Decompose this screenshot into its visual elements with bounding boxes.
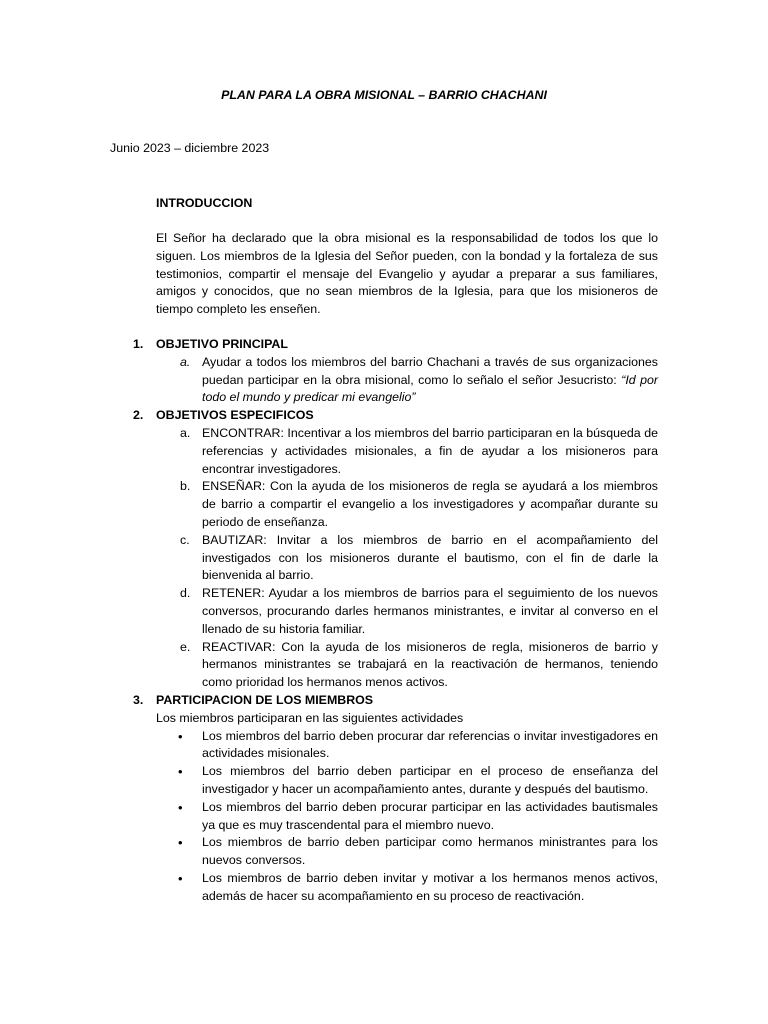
section-participacion-miembros — [110, 692, 658, 906]
item-text: ENCONTRAR: Incentivar a los miembros del barrio participaran en la búsqueda de referencias y actividades misionales, a fin de ayudar a los misioneros para encontrar investigadores. — [202, 425, 658, 476]
item-marker: d. — [180, 586, 191, 601]
bullet-item — [110, 728, 658, 764]
list-item — [110, 532, 658, 585]
list-item — [110, 425, 658, 478]
section-intro: Los miembros participaran en las siguientes actividades — [156, 710, 464, 725]
bullet-item — [110, 799, 658, 835]
bullet-item — [110, 870, 658, 906]
list-item — [110, 639, 658, 692]
list-item — [110, 354, 658, 407]
item-text: REACTIVAR: Con la ayuda de los misioneros de regla, misioneros de barrio y hermanos ministrantes se trabajará en la reactivación de hermanos, teniendo como prioridad los hermanos menos activos. — [202, 639, 658, 690]
section-objetivo-principal — [110, 336, 658, 407]
bullet-icon: • — [178, 764, 183, 780]
document-title: PLAN PARA LA OBRA MISIONAL – BARRIO CHACHANI — [221, 88, 547, 102]
document-body — [110, 336, 658, 906]
item-marker: c. — [180, 532, 190, 547]
item-marker: b. — [180, 479, 191, 494]
item-text: BAUTIZAR: Invitar a los miembros de barrio en el acompañamiento del investigados con los misioneros durante el bautismo, con el fin de darle la bienvenida al barrio. — [202, 532, 658, 583]
section-number: 3. — [133, 692, 144, 707]
item-text: ENSEÑAR: Con la ayuda de los misioneros de regla se ayudará a los miembros de barrio a compartir el evangelio a los investigadores y acompañar durante su periodo de enseñanza. — [202, 479, 658, 529]
section-heading: OBJETIVO PRINCIPAL — [156, 337, 288, 351]
bullet-text: Los miembros de barrio deben invitar y motivar a los hermanos menos activos, además de hacer su acompañamiento en su proceso de reactivación. — [202, 870, 658, 903]
bullet-item — [110, 834, 658, 870]
item-quote: “Id por todo el mundo y predicar mi evangelio” — [202, 372, 659, 405]
bullet-text: Los miembros del barrio deben participar en el proceso de enseñanza del investigador y hacer un acompañamiento antes, durante y después del bautismo. — [202, 764, 658, 796]
item-marker: a. — [180, 354, 191, 369]
bullet-item — [110, 763, 658, 799]
section-number: 1. — [133, 337, 144, 351]
item-marker: e. — [180, 639, 191, 654]
bullet-text: Los miembros del barrio deben procurar dar referencias o invitar investigadores en actividades misionales. — [202, 728, 658, 761]
section-heading: OBJETIVOS ESPECIFICOS — [156, 408, 314, 423]
date-range: Junio 2023 – diciembre 2023 — [110, 141, 270, 155]
section-objetivos-especificos — [110, 407, 658, 692]
bullet-text: Los miembros del barrio deben procurar participar en las actividades bautismales ya que es muy trascendental para el miembro nuevo. — [202, 799, 658, 832]
list-item — [110, 585, 658, 638]
item-text: Ayudar a todos los miembros del barrio Chachani a través de sus organizaciones puedan participar en la obra misional, como lo señalo el señor Jesucristo: — [202, 354, 658, 387]
introduction-paragraph: El Señor ha declarado que la obra misional es la responsabilidad de todos los que lo siguen. Los miembros de la Iglesia del Señor pueden, con la bondad y la fortaleza de sus testimonios, compartir el mensaje del Evangelio y ayudar a preparar a sus familiares, amigos y conocidos, que no sean miembros de la Iglesia, para que los misioneros de tiempo completo les enseñen. — [156, 231, 658, 317]
section-number: 2. — [133, 408, 144, 423]
bullet-icon: • — [178, 870, 183, 886]
introduction-heading: INTRODUCCION — [156, 196, 253, 210]
bullet-icon: • — [178, 728, 183, 744]
bullet-icon: • — [178, 799, 183, 815]
list-item — [110, 478, 658, 531]
bullet-icon: • — [178, 835, 183, 851]
bullet-text: Los miembros de barrio deben participar como hermanos ministrantes para los nuevos conversos. — [202, 835, 658, 868]
item-marker: a. — [180, 425, 191, 440]
section-heading: PARTICIPACION DE LOS MIEMBROS — [156, 692, 374, 707]
item-text: RETENER: Ayudar a los miembros de barrios para el seguimiento de los nuevos conversos, procurando darles hermanos ministrantes, e invitar al converso en el llenado de su historia familiar. — [202, 586, 658, 636]
